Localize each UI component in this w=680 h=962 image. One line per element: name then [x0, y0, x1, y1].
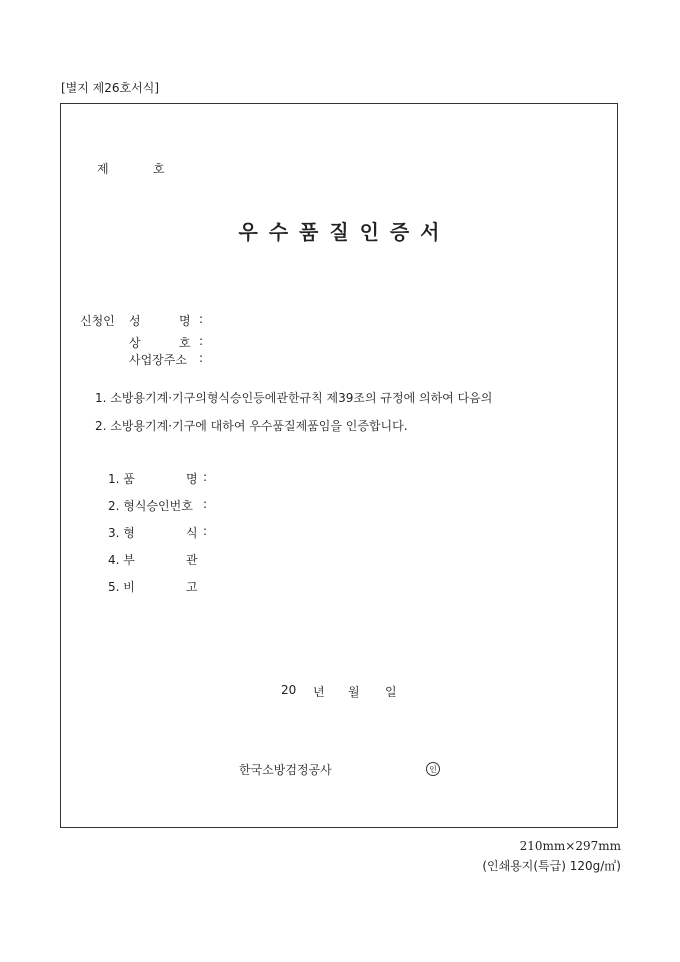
date-year-prefix: 20	[281, 683, 297, 697]
statement-line-2: 2. 소방용기계·기구에 대하여 우수품질제품임을 인증합니다.	[95, 419, 408, 433]
item-1-label-b: 명	[186, 472, 198, 486]
date-year-label: 년	[313, 685, 325, 699]
certificate-frame	[60, 103, 618, 828]
paper-spec: (인쇄용지(특급) 120g/㎡)	[482, 859, 621, 873]
applicant-trade-label-b: 호	[179, 336, 191, 350]
item-5-label-b: 고	[186, 580, 198, 594]
paper-size: 210mm×297mm	[519, 839, 621, 853]
item-3-colon: :	[203, 524, 208, 538]
item-4-label-b: 관	[186, 553, 198, 567]
date-month-label: 월	[348, 685, 360, 699]
issuer-name: 한국소방검정공사	[239, 763, 332, 777]
doc-number-ho: 호	[153, 162, 165, 176]
form-label: [별지 제26호서식]	[61, 81, 159, 95]
applicant-trade-label-a: 상	[129, 336, 141, 350]
item-2-label-a: 2. 형식승인번호	[108, 499, 193, 513]
certificate-title: 우 수 품 질 인 증 서	[238, 220, 442, 244]
applicant-prefix: 신청인	[80, 314, 115, 328]
doc-number-je: 제	[97, 162, 109, 176]
item-3-label-b: 식	[186, 526, 198, 540]
applicant-address-label: 사업장주소	[129, 353, 187, 367]
applicant-name-colon: :	[199, 312, 204, 326]
item-1-colon: :	[203, 470, 208, 484]
date-day-label: 일	[385, 685, 397, 699]
applicant-address-colon: :	[199, 351, 204, 365]
seal-mark: 인	[426, 762, 440, 776]
item-5-label-a: 5. 비	[108, 580, 135, 594]
applicant-trade-colon: :	[199, 334, 204, 348]
item-3-label-a: 3. 형	[108, 526, 135, 540]
applicant-name-label-b: 명	[179, 314, 191, 328]
item-2-colon: :	[203, 497, 208, 511]
item-4-label-a: 4. 부	[108, 553, 135, 567]
statement-line-1: 1. 소방용기계·기구의형식승인등에관한규칙 제39조의 규정에 의하여 다음의	[95, 391, 493, 405]
item-1-label-a: 1. 품	[108, 472, 135, 486]
applicant-name-label-a: 성	[129, 314, 141, 328]
